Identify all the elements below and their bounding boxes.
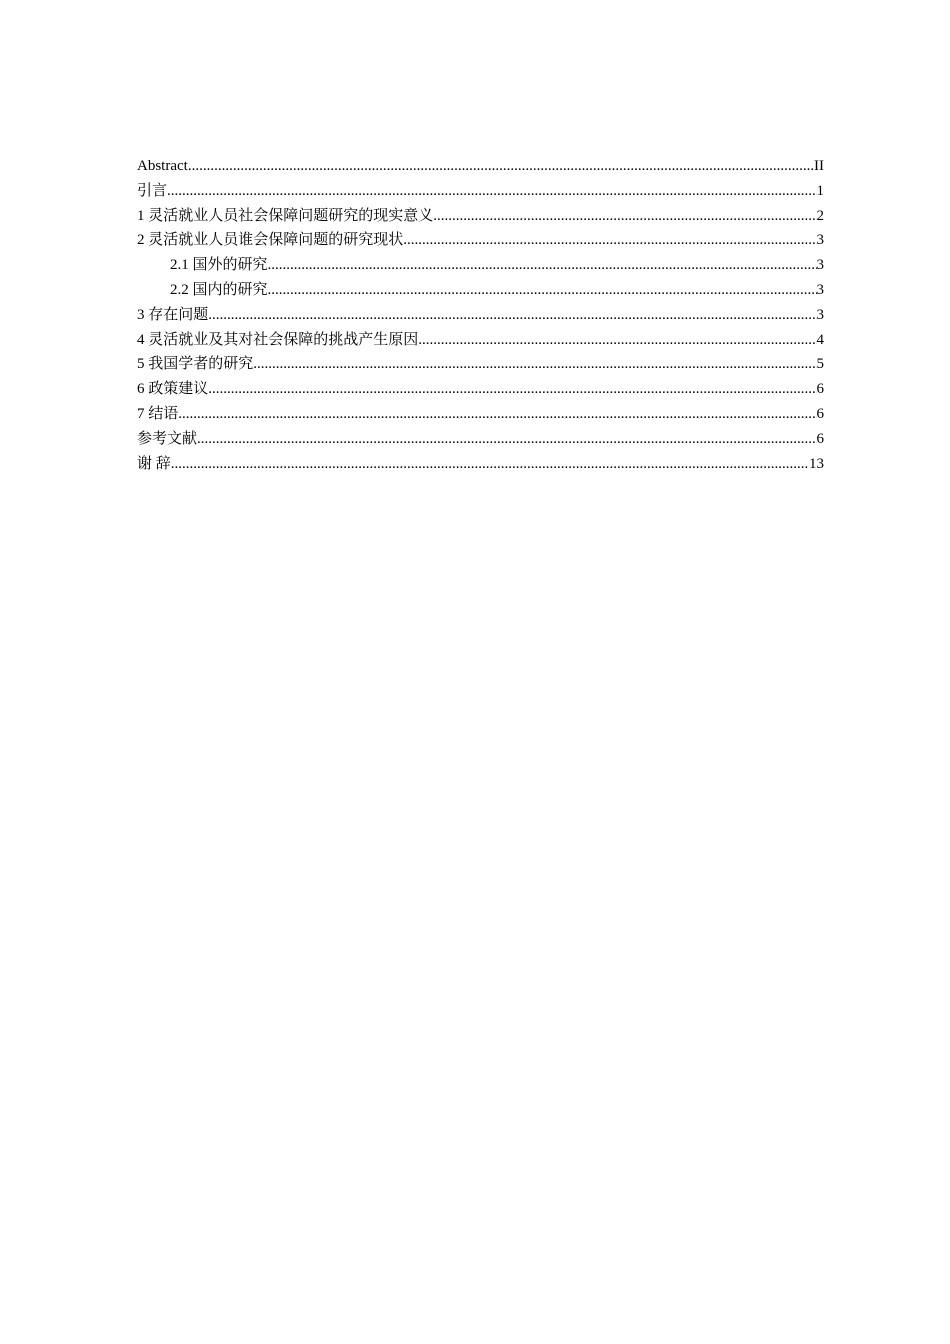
toc-dot-leader [178, 402, 816, 427]
toc-entry-title: 参考文献 [137, 430, 198, 447]
toc-dot-leader [208, 303, 816, 328]
toc-entry-page: 13 [809, 455, 824, 472]
toc-entry-section-1[interactable] [137, 204, 824, 229]
toc-dot-leader [253, 352, 816, 377]
toc-entry-section-7[interactable] [137, 402, 824, 427]
toc-entry-page: 5 [816, 356, 824, 373]
toc-dot-leader [188, 154, 814, 179]
toc-entry-title: 引言 [137, 182, 168, 199]
toc-entry-page: 3 [816, 257, 824, 274]
toc-dot-leader [268, 278, 817, 303]
toc-entry-title: 2.2 国内的研究 [170, 281, 268, 298]
toc-entry-section-2[interactable] [137, 228, 824, 253]
toc-entry-title: 1 灵活就业人员社会保障问题研究的现实意义 [137, 207, 434, 224]
toc-entry-title: Abstract [137, 158, 188, 174]
toc-dot-leader [171, 452, 809, 477]
toc-entry-title: 3 存在问题 [137, 306, 209, 323]
toc-entry-section-2-1[interactable] [137, 253, 824, 278]
toc-entry-page: 6 [816, 405, 824, 422]
toc-entry-page: 3 [816, 281, 824, 298]
toc-dot-leader [433, 204, 816, 229]
toc-dot-leader [197, 427, 816, 452]
toc-entry-page: 2 [816, 207, 824, 224]
toc-entry-introduction[interactable] [137, 179, 824, 204]
table-of-contents [137, 154, 824, 476]
toc-entry-section-6[interactable] [137, 377, 824, 402]
toc-entry-page: 1 [816, 182, 824, 199]
toc-entry-references[interactable] [137, 427, 824, 452]
toc-entry-section-2-2[interactable] [137, 278, 824, 303]
toc-dot-leader [418, 328, 816, 353]
toc-entry-title: 2.1 国外的研究 [170, 257, 268, 274]
toc-entry-title: 谢 辞 [137, 455, 171, 472]
toc-entry-page: 4 [816, 331, 824, 348]
toc-entry-section-4[interactable] [137, 328, 824, 353]
toc-entry-title: 6 政策建议 [137, 381, 209, 398]
toc-dot-leader [403, 228, 816, 253]
toc-entry-title: 7 结语 [137, 405, 179, 422]
toc-dot-leader [268, 253, 817, 278]
toc-dot-leader [208, 377, 816, 402]
toc-entry-page: 3 [816, 232, 824, 249]
toc-entry-page: 6 [816, 381, 824, 398]
toc-entry-abstract[interactable] [137, 154, 824, 179]
toc-entry-title: 5 我国学者的研究 [137, 356, 254, 373]
toc-entry-page: II [814, 158, 824, 174]
toc-dot-leader [167, 179, 816, 204]
toc-entry-title: 2 灵活就业人员谁会保障问题的研究现状 [137, 232, 404, 249]
toc-entry-page: 3 [816, 306, 824, 323]
toc-entry-section-5[interactable] [137, 352, 824, 377]
toc-entry-acknowledgements[interactable] [137, 452, 824, 477]
toc-entry-page: 6 [816, 430, 824, 447]
toc-entry-section-3[interactable] [137, 303, 824, 328]
toc-entry-title: 4 灵活就业及其对社会保障的挑战产生原因 [137, 331, 419, 348]
